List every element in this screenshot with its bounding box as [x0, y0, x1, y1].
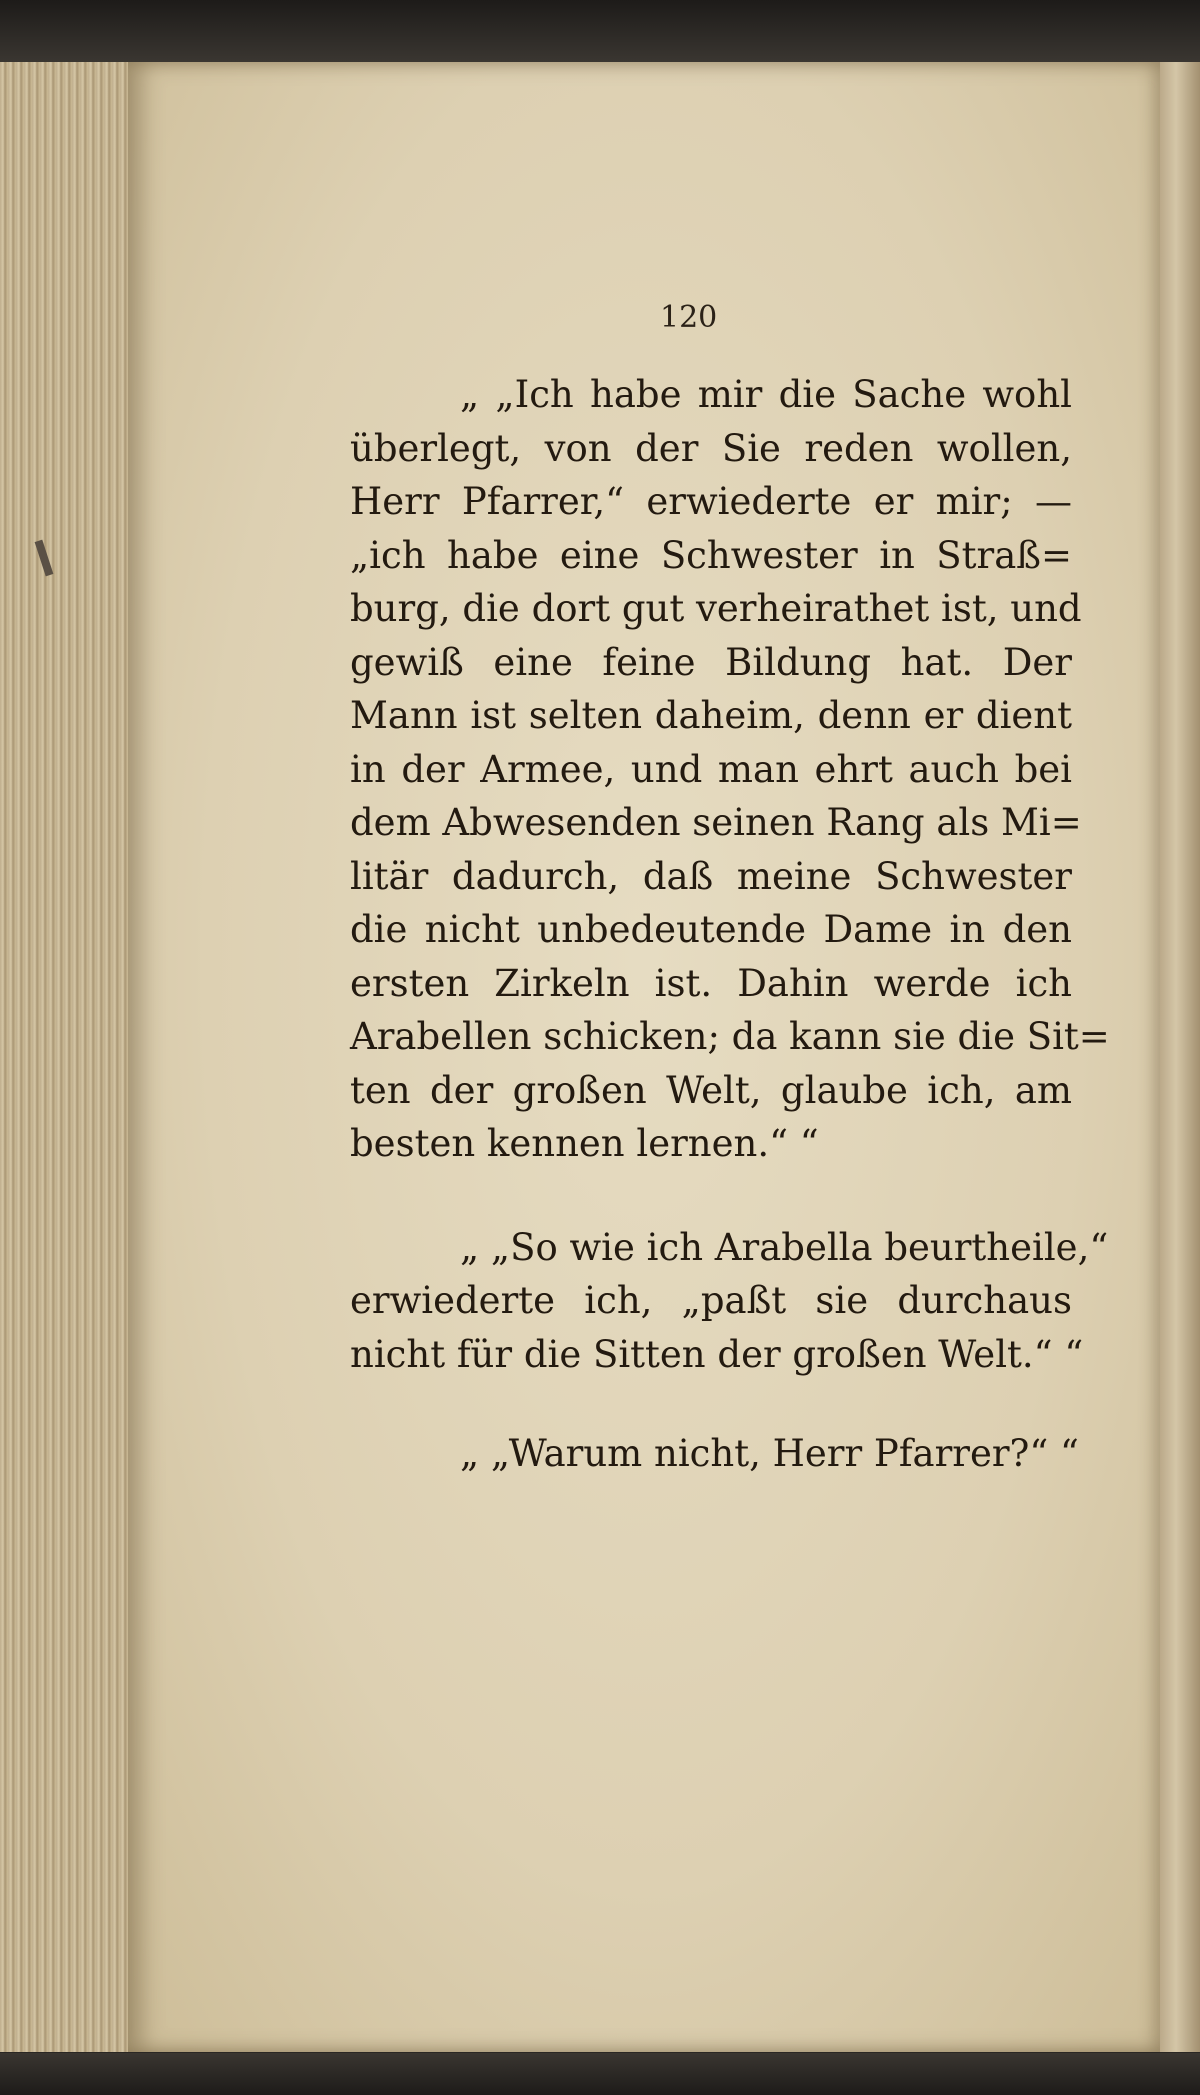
page-number: 120: [660, 300, 718, 335]
next-page-edge: [1160, 62, 1200, 2052]
scan-top-edge: [0, 0, 1200, 62]
text-line: ten der großen Welt, glaube ich, am: [350, 1068, 1072, 1112]
text-line: burg, die dort gut verheirathet ist, und: [350, 587, 1082, 630]
paragraph-2: [350, 1221, 1109, 1382]
text-line: nicht für die Sitten der großen Welt.“ “: [350, 1332, 1084, 1376]
text-line: erwiederte ich, „paßt sie durchaus: [350, 1279, 1072, 1322]
page-text: [350, 368, 1110, 1481]
paragraph-gap: [350, 1171, 1072, 1221]
paragraph-1: [350, 368, 1110, 1171]
text-line: gewiß eine feine Bildung hat. Der: [350, 640, 1072, 684]
text-line: Herr Pfarrer,“ erwiederte er mir; —: [350, 480, 1072, 523]
text-line: die nicht unbedeutende Dame in den: [350, 908, 1072, 951]
scan-bottom-edge: [0, 2053, 1200, 2095]
text-line: Mann ist selten daheim, denn er dient: [350, 694, 1072, 737]
text-line: dem Abwesenden seinen Rang als Mi=: [350, 801, 1082, 844]
paragraph-gap: [350, 1381, 1072, 1427]
paragraph-3: [350, 1427, 1079, 1481]
text-line: „ich habe eine Schwester in Straß=: [350, 533, 1072, 577]
text-line: „ „So wie ich Arabella beurtheile,“: [460, 1225, 1109, 1269]
text-line: litär dadurch, daß meine Schwester: [350, 854, 1072, 898]
text-line: „ „Warum nicht, Herr Pfarrer?“ “: [460, 1432, 1079, 1475]
text-line: besten kennen lernen.“ “: [350, 1122, 819, 1165]
text-line: Arabellen schicken; da kann sie die Sit=: [350, 1015, 1110, 1058]
text-line: ersten Zirkeln ist. Dahin werde ich: [350, 961, 1072, 1005]
text-line: überlegt, von der Sie reden wollen,: [350, 426, 1072, 470]
text-line: „ „Ich habe mir die Sache wohl: [460, 373, 1072, 416]
text-line: in der Armee, und man ehrt auch bei: [350, 747, 1072, 791]
